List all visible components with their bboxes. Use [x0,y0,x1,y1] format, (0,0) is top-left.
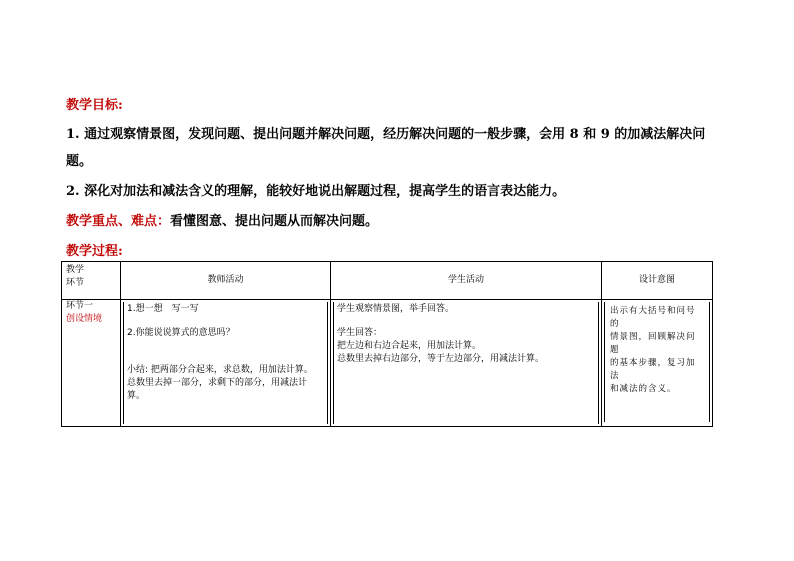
key-points-text: 看懂图意、提出问题从而解决问题。 [170,214,379,229]
goal-item-2: 2. 深化对加法和减法含义的理解，能较好地说出解题过程，提高学生的语言表达能力。 [66,184,566,199]
table-row [62,300,713,427]
design-line-2: 情景图，回顾解决问题 [610,332,696,355]
table-header-row [62,262,713,300]
goal-item-1-line-2: 题。 [66,154,93,169]
design-intent-cell [602,300,713,427]
header-stage-line-2: 环节 [66,278,85,288]
goal-item-1-line-1: 1. 通过观察情景图，发现问题、提出问题并解决问题，经历解决问题的一般步骤，会用 8 和 9 的加减法解决问 [66,127,706,142]
teaching-goals-title: 教学目标: [66,98,123,113]
student-line-2: 学生回答： [337,328,383,338]
header-teacher-activity: 教师活动 [121,262,331,300]
teacher-activity-box [123,302,328,424]
design-line-3: 的基本步骤，复习加法 [610,358,696,381]
teacher-line-2: 2.你能说说算式的意思吗？ [127,328,235,338]
header-student-activity: 学生活动 [331,262,602,300]
teacher-summary-line-3: 算。 [127,391,146,401]
teaching-process-title: 教学过程: [66,244,123,259]
header-stage [62,262,121,300]
stage-name: 环节一 [66,301,94,311]
header-stage-line-1: 教学 [66,265,85,275]
design-intent-box [604,302,710,422]
stage-title: 创设情境 [66,314,103,324]
student-activity-cell [331,300,602,427]
lesson-table [61,261,713,427]
key-points-paragraph [66,210,378,229]
student-activity-box [333,302,599,424]
teacher-summary-line-2: 总数里去掉一部分，求剩下的部分，用减法计 [127,378,308,388]
design-line-4: 和减法的含义。 [610,384,677,394]
student-line-3: 把左边和右边合起来，用加法计算。 [337,341,482,351]
student-line-4: 总数里去掉右边部分，等于左边部分，用减法计算。 [337,354,545,364]
design-line-1: 出示有大括号和问号的 [610,306,696,329]
student-line-1: 学生观察情景图，举手回答。 [337,304,455,314]
teacher-line-1: 1.想一想 写一写 [127,304,199,314]
teacher-summary-line-1: 小结: 把两部分合起来，求总数，用加法计算。 [127,365,313,375]
header-design-intent: 设计意图 [602,262,713,300]
stage-cell [62,300,121,427]
key-points-label: 教学重点、难点： [66,214,171,229]
teacher-activity-cell [121,300,331,427]
